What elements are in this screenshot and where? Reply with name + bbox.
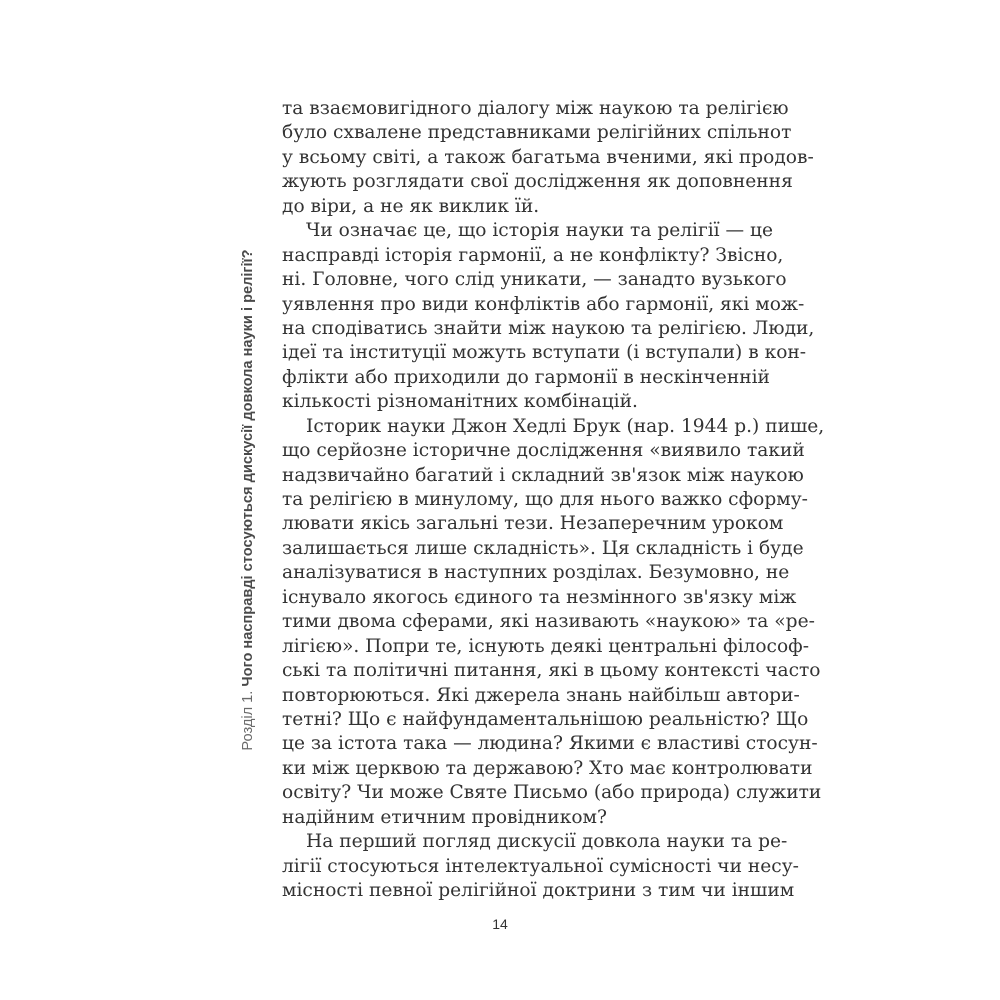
paragraph <box>282 415 825 830</box>
text-line: було схвалене представниками релігійних спільнот <box>282 122 792 144</box>
text-line: освіту? Чи може Святе Письмо (або природа) служити <box>282 782 822 804</box>
text-line: жують розглядати свої дослідження як доповнення <box>282 171 793 193</box>
text-line: ки між церквою та державою? Хто має контролювати <box>282 757 813 779</box>
text-line: аналізуватися в наступних розділах. Безумовно, не <box>282 562 790 584</box>
text-line: повторюються. Які джерела знань найбільш автори- <box>282 684 800 706</box>
paragraph <box>282 219 815 415</box>
text-line: на сподіватись знайти між наукою та релігією. Люди, <box>282 317 815 339</box>
text-line: це за істота така — людина? Якими є властиві стосун- <box>282 733 818 755</box>
text-line: кількості різноманітних комбінацій. <box>282 391 638 413</box>
text-line: насправді історія гармонії, а не конфлікту? Звісно, <box>282 244 784 266</box>
text-line: Чи означає це, що історія науки та релігії — це <box>306 220 773 242</box>
text-line: лювати якісь загальні тези. Незаперечним уроком <box>282 513 784 535</box>
text-line: надійним етичним провідником? <box>282 806 607 828</box>
page-number: 14 <box>492 916 508 932</box>
text-line: залишається лише складність». Ця складність і буде <box>282 537 804 559</box>
text-line: ні. Головне, чого слід уникати, — занадто вузького <box>282 269 787 291</box>
text-line: На перший погляд дискусії довкола науки та ре- <box>306 831 788 853</box>
text-line: існувало якогось єдиного та незмінного зв'язку між <box>282 586 797 608</box>
text-line: ідеї та інституції можуть вступати (і вступали) в кон- <box>282 342 807 364</box>
text-line: уявлення про види конфліктів або гармонії, які мож- <box>282 293 805 315</box>
text-line: лігії стосуються інтелектуальної сумісності чи несу- <box>282 855 799 877</box>
text-line: місності певної релігійної доктрини з тим чи іншим <box>282 880 795 901</box>
text-line: надзвичайно багатий і складний зв'язок між наукою <box>282 464 804 486</box>
text-line: флікти або приходили до гармонії в нескінченній <box>282 366 770 388</box>
text-line: лігією». Попри те, існують деякі центральні філософ- <box>282 635 809 657</box>
text-line: до віри, а не як виклик їй. <box>282 195 540 217</box>
text-line: та релігією в минулому, що для нього важко сформу- <box>282 489 808 510</box>
body-text <box>282 97 825 903</box>
text-line: тими двома сферами, які називають «наукою» та «ре- <box>282 611 815 633</box>
text-line: ські та політичні питання, які в цьому контексті часто <box>282 660 821 682</box>
running-head <box>240 249 256 750</box>
text-line: Історик науки Джон Хедлі Брук (нар. 1944 р.) пише, <box>306 415 825 437</box>
text-line: що серйозне історичне дослідження «виявило такий <box>282 440 805 462</box>
paragraph <box>282 97 814 219</box>
text-line: у всьому світі, а також багатьма вченими, які продов- <box>282 146 814 168</box>
paragraph <box>282 830 799 903</box>
text-line: тетні? Що є найфундаментальнішою реальністю? Що <box>282 708 809 730</box>
running-head-title: Чого насправді стосуються дискусії довкола науки і релігії? <box>240 249 256 687</box>
running-head-section: Розділ 1. <box>240 690 256 751</box>
text-line: та взаємовигідного діалогу між наукою та релігією <box>282 98 789 119</box>
